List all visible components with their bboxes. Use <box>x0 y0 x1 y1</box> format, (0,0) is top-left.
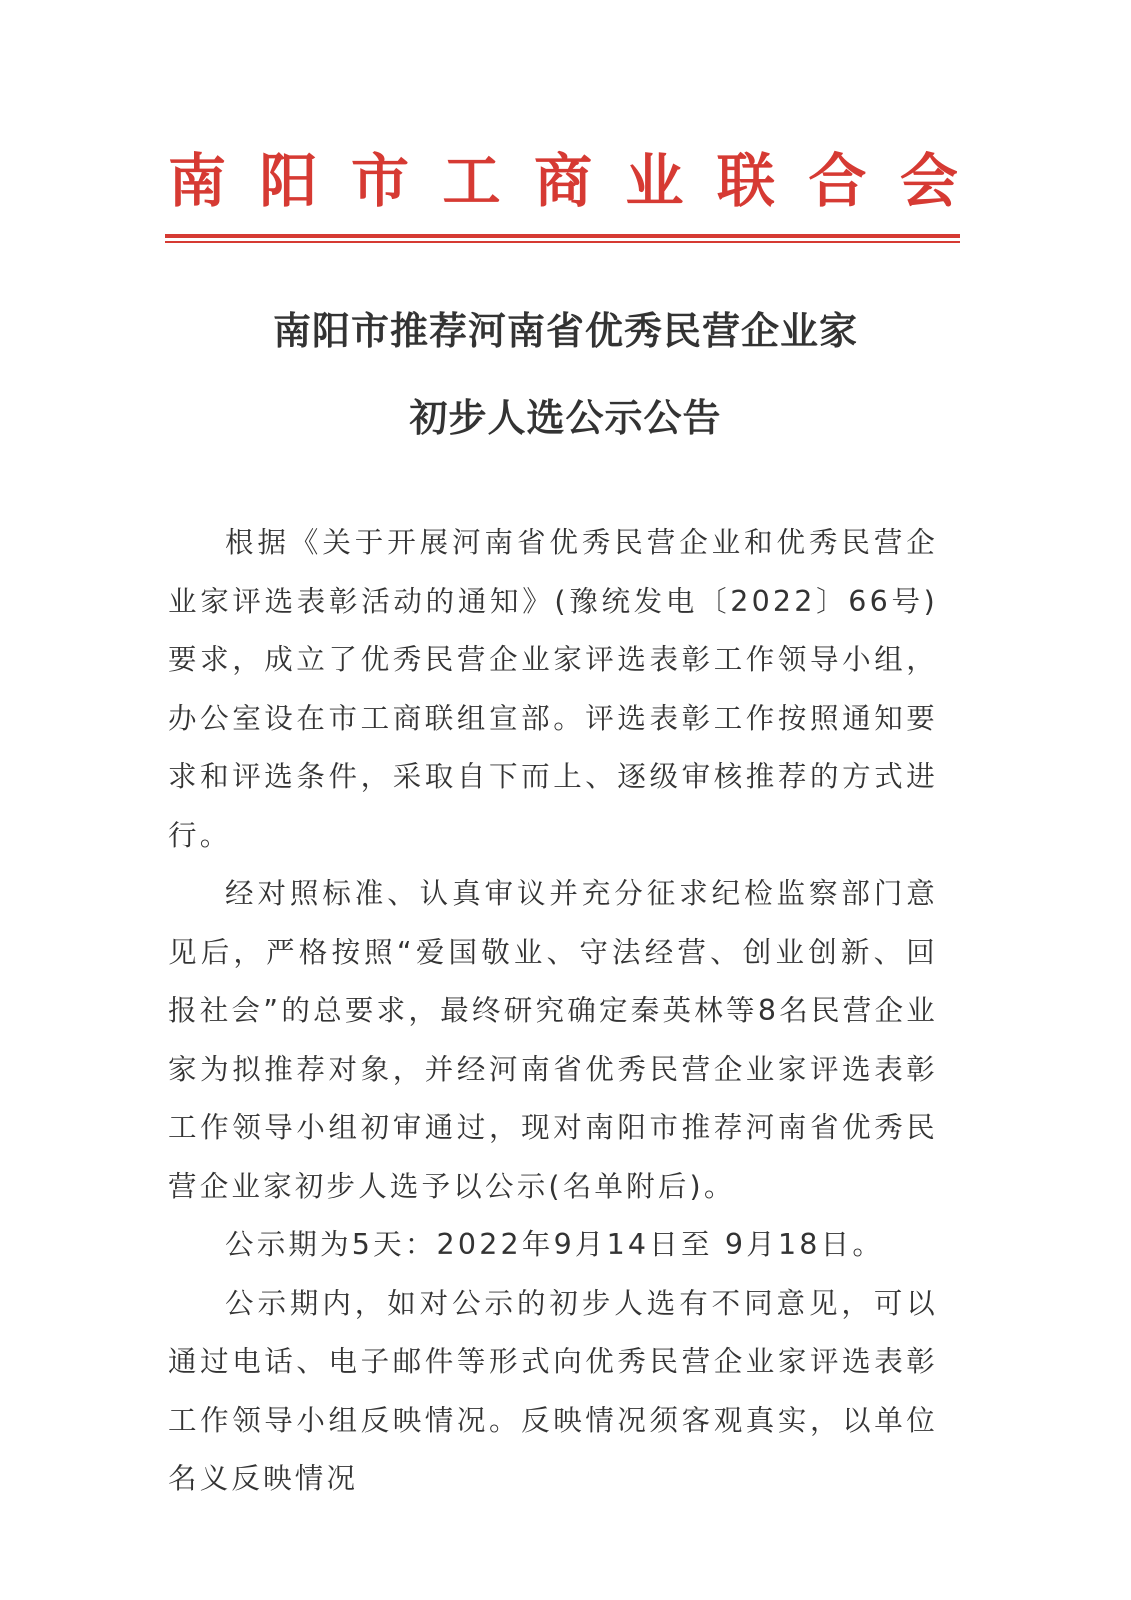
paragraph-review: 经对照标准、认真审议并充分征求纪检监察部门意见后，严格按照“爱国敬业、守法经营、创业创新、回报社会”的总要求，最终研究确定秦英林等8名民营企业家为拟推荐对象，并经河南省优秀民营企业家评选表彰工作领导小组初审通过，现对南阳市推荐河南省优秀民营企业家初步人选予以公示(名单附后)。 <box>168 877 938 1203</box>
letterhead-char: 市 <box>350 147 409 215</box>
letterhead-char: 阳 <box>259 147 318 215</box>
letterhead-rule-thin <box>165 241 960 243</box>
document-title-line-1: 南阳市推荐河南省优秀民营企业家 <box>272 308 858 353</box>
document-title-line-2: 初步人选公示公告 <box>409 395 722 440</box>
letterhead-char: 合 <box>808 147 867 215</box>
paragraph-period: 公示期为5天：2022年9月14日至 9月18日。 <box>225 1228 885 1261</box>
letterhead <box>168 146 958 216</box>
letterhead-char: 会 <box>899 147 958 215</box>
letterhead-char: 联 <box>716 147 775 215</box>
letterhead-char: 商 <box>533 147 592 215</box>
letterhead-rule-thick <box>165 234 960 238</box>
document-body <box>168 514 938 1509</box>
letterhead-char: 工 <box>442 147 501 215</box>
paragraph-basis: 根据《关于开展河南省优秀民营企业和优秀民营企业家评选表彰活动的通知》(豫统发电〔2022〕66号)要求，成立了优秀民营企业家评选表彰工作领导小组，办公室设在市工商联组宣部。评选表彰工作按照通知要求和评选条件，采取自下而上、逐级审核推荐的方式进行。 <box>168 526 938 852</box>
letterhead-char: 业 <box>625 147 684 215</box>
letterhead-char: 南 <box>168 147 227 215</box>
paragraph-feedback: 公示期内，如对公示的初步人选有不同意见，可以通过电话、电子邮件等形式向优秀民营企业家评选表彰工作领导小组反映情况。反映情况须客观真实，以单位名义反映情况 <box>168 1286 938 1495</box>
